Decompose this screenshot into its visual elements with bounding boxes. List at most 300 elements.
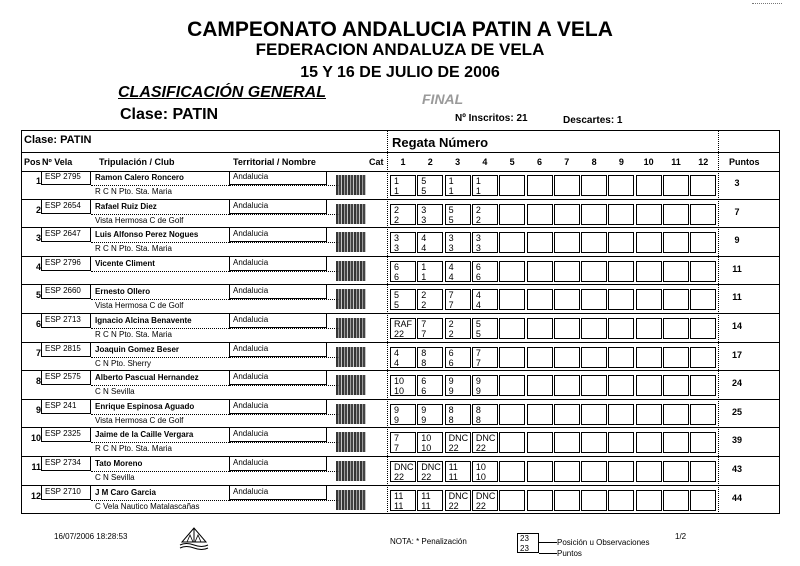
race-cell: [472, 490, 498, 511]
race-position: DNC: [448, 433, 469, 444]
row-position: 3: [35, 233, 41, 244]
row-divider: [229, 500, 339, 501]
race-cell: [554, 204, 580, 225]
flag-icon: [336, 204, 366, 224]
race-points: 8: [475, 414, 481, 425]
race-cell: [608, 404, 634, 425]
race-points: 9: [448, 386, 454, 397]
race-points: 6: [475, 271, 481, 282]
row-divider: [229, 271, 339, 272]
flag-icon: [336, 318, 366, 338]
race-cell: [499, 490, 525, 511]
race-cell: [663, 204, 689, 225]
race-cell: [581, 204, 607, 225]
race-position: 2: [448, 319, 454, 329]
race-cell: [527, 432, 553, 453]
race-cell: [636, 204, 662, 225]
race-cell: [581, 461, 607, 482]
row-territorial: Andalucia: [229, 171, 327, 185]
race-position: 7: [394, 433, 400, 444]
race-number-label: Regata Número: [392, 135, 489, 150]
race-cell: [445, 204, 471, 225]
race-points: 7: [421, 329, 427, 339]
race-points: 7: [394, 443, 400, 454]
race-cell: [663, 232, 689, 253]
race-cell: [636, 347, 662, 368]
row-sail-number: ESP 2647: [41, 228, 91, 242]
row-club: C Vela Nautico Matalascañas: [95, 501, 200, 511]
race-cell: [690, 261, 716, 282]
race-points: 1: [394, 186, 400, 196]
race-cell: [663, 289, 689, 310]
race-position: 5: [421, 176, 427, 186]
race-position: 8: [475, 404, 481, 415]
row-club: C N Pto. Sherry: [95, 358, 152, 368]
race-cell: [608, 232, 634, 253]
race-cell: [636, 232, 662, 253]
race-points: 1: [421, 271, 427, 282]
race-cell: [499, 232, 525, 253]
race-points: 9: [421, 414, 427, 425]
race-points: 2: [448, 329, 454, 339]
race-cell: [636, 289, 662, 310]
race-cell: [581, 432, 607, 453]
race-position: 8: [448, 404, 454, 415]
row-club: Vista Hermosa C de Golf: [95, 301, 184, 311]
race-cell: [636, 461, 662, 482]
row-club: Vista Hermosa C de Golf: [95, 215, 184, 225]
race-cell: [417, 432, 443, 453]
col-header-crew: Tripulación / Club: [99, 157, 175, 167]
federation-name: FEDERACION ANDALUZA DE VELA: [255, 40, 545, 59]
race-cell: [663, 347, 689, 368]
race-cell: [499, 461, 525, 482]
race-cell: [445, 289, 471, 310]
row-crew-name: Alberto Pascual Hernandez: [95, 373, 199, 383]
row-total-points: 39: [731, 435, 742, 446]
row-divider: [91, 242, 229, 243]
race-cell: [499, 175, 525, 196]
row-territorial: Andalucia: [229, 200, 327, 214]
legend-box: [517, 533, 539, 553]
row-total-points: 44: [731, 492, 742, 503]
race-points: 3: [421, 214, 427, 225]
race-cell: [390, 261, 416, 282]
race-cell: [499, 404, 525, 425]
race-points: 2: [421, 300, 427, 311]
race-number-header: 9: [618, 157, 624, 167]
row-territorial: Andalucia: [229, 486, 327, 500]
race-cell: [417, 347, 443, 368]
race-cell: [417, 404, 443, 425]
race-cell: [608, 375, 634, 396]
race-position: 1: [475, 176, 481, 186]
legend-line-points: [539, 553, 557, 554]
race-cell: [608, 347, 634, 368]
race-points: 22: [394, 472, 405, 482]
race-points: 4: [394, 357, 400, 368]
race-cell: [472, 232, 498, 253]
race-cell: [608, 318, 634, 339]
race-position: 10: [421, 433, 432, 444]
race-points: 10: [475, 472, 486, 482]
row-territorial: Andalucia: [229, 400, 327, 414]
race-position: RAF: [394, 319, 412, 329]
race-cell: [527, 347, 553, 368]
row-total-points: 24: [731, 378, 742, 389]
race-position: 4: [394, 347, 400, 358]
race-points: 1: [448, 186, 454, 196]
flag-icon: [336, 461, 366, 481]
row-divider: [229, 385, 339, 386]
flag-icon: [336, 375, 366, 395]
col-header-pos: Pos: [24, 157, 41, 167]
row-divider: [91, 500, 229, 501]
table-row: [21, 371, 780, 400]
row-position: 2: [35, 204, 41, 215]
race-cell: [608, 432, 634, 453]
race-cell: [690, 175, 716, 196]
race-number-header: 11: [671, 157, 681, 167]
race-cell: [390, 232, 416, 253]
flag-icon: [336, 289, 366, 309]
race-points: 10: [421, 443, 432, 454]
race-cell: [690, 289, 716, 310]
race-points: 11: [394, 500, 404, 511]
row-territorial: Andalucia: [229, 314, 327, 328]
flag-icon: [336, 404, 366, 424]
race-position: DNC: [421, 462, 441, 472]
race-position: 11: [448, 462, 458, 472]
race-cell: [581, 289, 607, 310]
race-cell: [554, 232, 580, 253]
race-position: 2: [394, 204, 400, 215]
row-sail-number: ESP 2710: [41, 486, 91, 500]
race-cell: [417, 289, 443, 310]
race-cell: [527, 318, 553, 339]
race-cell: [554, 432, 580, 453]
race-position: 7: [475, 347, 481, 358]
race-position: 9: [448, 376, 454, 387]
race-number-header: 7: [564, 157, 570, 167]
race-cell: [581, 232, 607, 253]
race-position: 11: [421, 490, 431, 501]
col-header-points: Puntos: [729, 157, 760, 167]
penalty-note: NOTA: * Penalización: [390, 537, 467, 546]
race-position: 6: [421, 376, 427, 387]
race-cell: [636, 175, 662, 196]
race-cell: [581, 175, 607, 196]
row-territorial: Andalucia: [229, 228, 327, 242]
row-position: 1: [35, 176, 41, 186]
row-position: 10: [30, 433, 41, 444]
race-position: 6: [475, 261, 481, 272]
race-cell: [690, 318, 716, 339]
row-sail-number: ESP 2660: [41, 285, 91, 299]
race-cell: [390, 175, 416, 196]
race-number-header: 6: [536, 157, 542, 167]
race-cell: [417, 490, 443, 511]
championship-title: CAMPEONATO ANDALUCIA PATIN A VELA: [187, 18, 613, 41]
race-cell: [608, 175, 634, 196]
row-divider: [229, 328, 339, 329]
flag-icon: [336, 175, 366, 195]
race-position: DNC: [475, 490, 496, 501]
race-cell: [390, 490, 416, 511]
race-cell: [390, 289, 416, 310]
row-territorial: Andalucia: [229, 371, 327, 385]
race-position: 3: [394, 233, 400, 244]
race-cell: [554, 461, 580, 482]
row-position: 7: [35, 347, 41, 358]
discards-count: Descartes: 1: [563, 115, 623, 126]
flag-icon: [336, 432, 366, 452]
race-cell: [445, 232, 471, 253]
flag-icon: [336, 490, 366, 510]
race-points: 7: [448, 300, 454, 311]
race-cell: [472, 432, 498, 453]
race-points: 22: [394, 329, 405, 339]
row-total-points: 11: [732, 292, 742, 303]
row-crew-name: Ramon Calero Roncero: [95, 173, 184, 182]
race-position: DNC: [448, 490, 469, 501]
race-cell: [417, 461, 443, 482]
race-cell: [472, 347, 498, 368]
race-cell: [663, 404, 689, 425]
race-points: 9: [475, 386, 481, 397]
table-row: [21, 257, 780, 286]
race-position: 9: [475, 376, 481, 387]
race-cell: [663, 175, 689, 196]
race-cell: [581, 347, 607, 368]
race-cell: [472, 204, 498, 225]
row-sail-number: ESP 2325: [41, 428, 91, 442]
row-divider: [91, 385, 229, 386]
row-club: R C N Pto. Sta. Maria: [95, 187, 172, 196]
row-sail-number: ESP 2713: [41, 314, 91, 328]
race-cell: [690, 461, 716, 482]
race-cell: [581, 375, 607, 396]
race-cell: [499, 375, 525, 396]
row-total-points: 17: [731, 349, 742, 360]
row-club: Vista Hermosa C de Golf: [95, 415, 184, 425]
race-cell: [527, 289, 553, 310]
row-total-points: 3: [734, 178, 740, 188]
race-cell: [690, 232, 716, 253]
row-sail-number: ESP 2795: [41, 171, 91, 185]
race-cell: [690, 204, 716, 225]
legend-bottom-value: 23: [520, 544, 529, 553]
race-points: 5: [448, 214, 454, 225]
row-club: R C N Pto. Sta. Maria: [95, 244, 172, 254]
row-crew-name: Joaquin Gomez Beser: [95, 344, 180, 354]
race-cell: [445, 404, 471, 425]
race-cell: [472, 175, 498, 196]
row-crew-name: Tato Moreno: [95, 459, 143, 468]
row-divider: [229, 242, 339, 243]
federation-logo-icon: [178, 526, 210, 550]
race-cell: [554, 175, 580, 196]
race-cell: [608, 490, 634, 511]
col-header-cat: Cat: [369, 157, 384, 167]
corner-mark: [752, 0, 782, 4]
col-header-sail: Nº Vela: [42, 157, 73, 167]
race-cell: [390, 318, 416, 339]
table-row: [21, 486, 780, 515]
race-position: 5: [475, 319, 481, 329]
table-row: [21, 343, 780, 372]
row-divider: [91, 442, 229, 443]
race-number-header: 3: [455, 157, 461, 167]
race-position: 8: [421, 347, 427, 358]
race-cell: [554, 318, 580, 339]
row-divider: [229, 299, 339, 300]
row-club: C N Sevilla: [95, 473, 135, 482]
race-points: 22: [448, 443, 459, 454]
race-cell: [636, 318, 662, 339]
print-timestamp: 16/07/2006 18:28:53: [54, 532, 128, 541]
row-crew-name: J M Caro Garcia: [95, 487, 156, 497]
row-position: 4: [35, 261, 41, 272]
row-crew-name: Jaime de la Caille Vergara: [95, 430, 194, 440]
row-divider: [229, 185, 339, 186]
row-club: R C N Pto. Sta. Maria: [95, 330, 172, 339]
row-position: 12: [30, 490, 41, 501]
row-total-points: 25: [731, 406, 742, 417]
race-cell: [554, 404, 580, 425]
table-row: [21, 428, 780, 457]
row-position: 6: [35, 319, 41, 329]
race-number-header: 2: [427, 157, 433, 167]
race-number-header: 5: [509, 157, 515, 167]
row-crew-name: Ernesto Ollero: [95, 287, 151, 297]
row-territorial: Andalucia: [229, 257, 327, 271]
race-cell: [663, 261, 689, 282]
race-cell: [690, 432, 716, 453]
race-cell: [554, 375, 580, 396]
table-row: [21, 200, 780, 229]
race-cell: [554, 289, 580, 310]
race-cell: [527, 375, 553, 396]
race-number-header: 10: [643, 157, 654, 167]
table-row: [21, 171, 780, 200]
race-cell: [390, 404, 416, 425]
event-dates: 15 Y 16 DE JULIO DE 2006: [300, 64, 500, 81]
race-cell: [472, 461, 498, 482]
race-cell: [499, 347, 525, 368]
race-cell: [636, 432, 662, 453]
row-divider: [91, 214, 229, 215]
race-cell: [417, 375, 443, 396]
table-row: [21, 400, 780, 429]
page-number: 1/2: [675, 532, 687, 541]
table-header-divider: [21, 152, 780, 153]
race-cell: [417, 261, 443, 282]
row-divider: [229, 357, 339, 358]
race-cell: [527, 461, 553, 482]
race-cell: [690, 347, 716, 368]
class-heading: Clase: PATIN: [120, 106, 219, 123]
flag-icon: [336, 347, 366, 367]
legend-position-label: Posición u Observaciones: [557, 538, 650, 547]
race-cell: [608, 204, 634, 225]
race-cell: [663, 375, 689, 396]
row-divider: [91, 328, 229, 329]
race-cell: [390, 375, 416, 396]
row-divider: [229, 414, 339, 415]
race-points: 8: [421, 357, 427, 368]
race-points: 22: [421, 472, 432, 482]
flag-icon: [336, 232, 366, 252]
table-row: [21, 314, 780, 343]
race-points: 6: [394, 271, 400, 282]
race-points: 4: [421, 243, 427, 254]
race-number-header: 1: [400, 157, 406, 167]
race-cell: [527, 261, 553, 282]
race-cell: [690, 404, 716, 425]
table-class-label: Clase: PATIN: [24, 134, 92, 146]
race-cell: [527, 175, 553, 196]
race-position: 2: [421, 290, 427, 301]
race-cell: [499, 289, 525, 310]
race-cell: [445, 261, 471, 282]
row-crew-name: Ignacio Alcina Benavente: [95, 316, 192, 325]
row-territorial: Andalucia: [229, 343, 327, 357]
row-sail-number: ESP 2815: [41, 343, 91, 357]
race-cell: [417, 318, 443, 339]
race-cell: [445, 432, 471, 453]
race-cell: [417, 232, 443, 253]
race-position: 3: [421, 204, 427, 215]
table-row: [21, 285, 780, 314]
race-points: 3: [448, 243, 454, 254]
row-sail-number: ESP 241: [41, 400, 91, 414]
legend-top-value: 23: [520, 534, 529, 543]
race-number-header: 12: [698, 157, 709, 167]
row-divider: [91, 185, 229, 186]
race-position: DNC: [475, 433, 496, 444]
row-club: C N Sevilla: [95, 387, 135, 397]
race-points: 7: [475, 357, 481, 368]
race-cell: [581, 404, 607, 425]
race-cell: [527, 490, 553, 511]
race-points: 5: [394, 300, 400, 311]
race-position: 1: [421, 261, 427, 272]
row-crew-name: Luis Alfonso Perez Nogues: [95, 230, 199, 240]
race-position: 3: [475, 233, 481, 244]
race-cell: [608, 289, 634, 310]
race-cell: [690, 490, 716, 511]
row-divider: [91, 414, 229, 415]
race-cell: [472, 404, 498, 425]
race-cell: [499, 204, 525, 225]
row-sail-number: ESP 2654: [41, 200, 91, 214]
race-cell: [390, 347, 416, 368]
entries-count: Nº Inscritos: 21: [455, 113, 528, 124]
race-cell: [499, 318, 525, 339]
row-divider: [91, 357, 229, 358]
race-position: 7: [421, 319, 427, 329]
flag-icon: [336, 261, 366, 281]
race-points: 1: [475, 186, 481, 196]
row-total-points: 7: [734, 206, 740, 217]
race-cell: [527, 404, 553, 425]
race-points: 4: [448, 271, 454, 282]
row-territorial: Andalucia: [229, 457, 327, 471]
race-cell: [608, 461, 634, 482]
race-cell: [445, 461, 471, 482]
race-cell: [581, 490, 607, 511]
